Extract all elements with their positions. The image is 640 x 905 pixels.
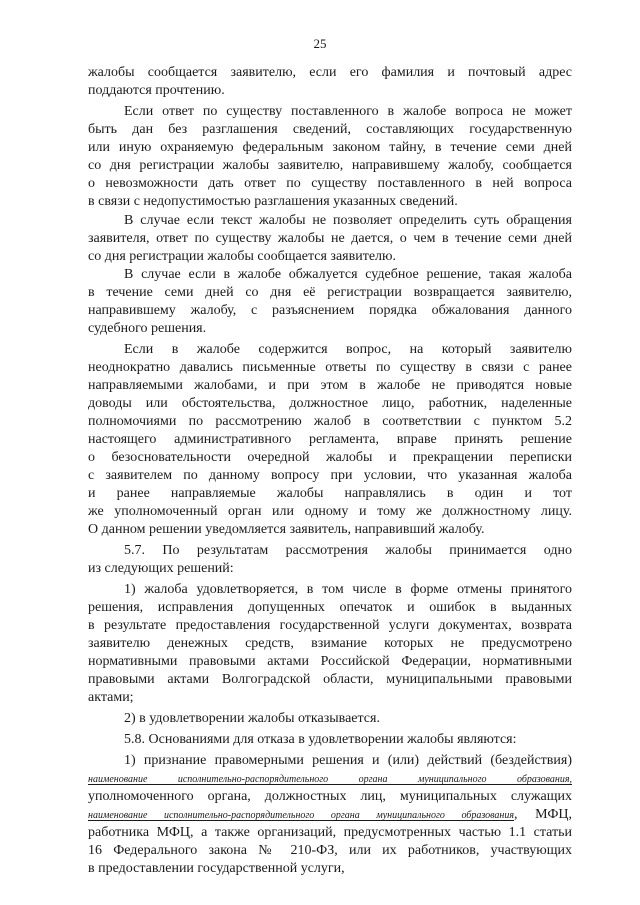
text-line xyxy=(88,806,572,824)
text-line: в связи с недопустимостью разглашения указанных сведений. xyxy=(88,194,458,209)
text-line: со дня регистрации жалобы сообщается заявителю. xyxy=(88,249,396,264)
paragraph-first-line: В случае если в жалобе обжалуется судебное решение, такая жалоба xyxy=(124,267,572,282)
text-line: О данном решении уведомляется заявитель, направивший жалобу. xyxy=(88,522,485,537)
text-line: жалобы сообщается заявителю, если его фамилия и почтовый адрес xyxy=(88,65,572,80)
text-line: о безосновательности очередной жалобы и прекращении переписки xyxy=(88,450,572,465)
paragraph-first-line: Если ответ по существу поставленного в жалобе вопроса не может xyxy=(124,104,572,119)
placeholder-note: наименование исполнительно-распорядительного органа муниципального образования, xyxy=(88,774,572,785)
page-number: 25 xyxy=(313,36,327,51)
paragraph-first-line: В случае если текст жалобы не позволяет определить суть обращения xyxy=(124,213,572,228)
paragraph-first-line: 5.8. Основаниями для отказа в удовлетворении жалобы являются: xyxy=(124,732,517,747)
text-line: актами; xyxy=(88,690,134,705)
text-line: или иную охраняемую федеральным законом тайну, в течение семи дней xyxy=(88,140,572,155)
text-line: доводы или обстоятельства, должностное лицо, работник, наделенные xyxy=(88,396,572,411)
paragraph-first-line: Если в жалобе содержится вопрос, на который заявителю xyxy=(124,342,572,357)
text-line: направляемыми жалобами, и при этом в жалобе не приводятся новые xyxy=(88,378,572,393)
text-line: быть дан без разглашения сведений, составляющих государственную xyxy=(88,122,572,137)
text-line: из следующих решений: xyxy=(88,561,234,576)
text-line: настоящего административного регламента, вправе принять решение xyxy=(88,432,572,447)
text-line: нормативными правовыми актами Российской Федерации, нормативными xyxy=(88,654,572,669)
text-line: со дня регистрации жалобы заявителю, направившему жалобу, сообщается xyxy=(88,158,572,173)
text-line: 16 Федерального закона № 210-ФЗ, или их работников, участвующих xyxy=(88,843,572,858)
paragraph-first-line: 1) жалоба удовлетворяется, в том числе в форме отмены принятого xyxy=(124,582,572,597)
text-fragment: , МФЦ, xyxy=(514,807,573,822)
paragraph-first-line: 5.7. По результатам рассмотрения жалобы принимается одно xyxy=(124,543,572,558)
paragraph-first-line: 2) в удовлетворении жалобы отказывается. xyxy=(124,711,380,726)
text-line: поддаются прочтению. xyxy=(88,83,225,98)
text-line: в предоставлении государственной услуги, xyxy=(88,861,345,876)
text-line: правовыми актами Волгоградской области, муниципальными правовыми xyxy=(88,672,572,687)
text-line: неоднократно давались письменные ответы по существу в связи с ранее xyxy=(88,360,572,375)
text-line: судебного решения. xyxy=(88,321,207,336)
text-line: направившему жалобу, с разъяснением порядка обжалования данного xyxy=(88,303,572,318)
text-line xyxy=(88,770,572,788)
text-line: в результате предоставления государственной услуги документах, возврата xyxy=(88,618,572,633)
text-line: и ранее направляемые жалобы направлялись в один и тот xyxy=(88,486,572,501)
placeholder-note: наименование исполнительно-распорядительного органа муниципального образования xyxy=(88,810,514,821)
text-line: полномочиями по рассмотрению жалоб в соответствии с пунктом 5.2 xyxy=(88,414,572,429)
text-line: работника МФЦ, а также организаций, предусмотренных частью 1.1 статьи xyxy=(88,825,572,840)
text-line: уполномоченного органа, должностных лиц, муниципальных служащих xyxy=(88,789,572,804)
text-line: заявителя, ответ по существу жалобы не дается, о чем в течение семи дней xyxy=(88,231,572,246)
text-line: заявителю денежных средств, взимание которых не предусмотрено xyxy=(88,636,572,651)
text-line: с заявителем по данному вопросу при условии, что указанная жалоба xyxy=(88,468,572,483)
text-line: решения, исправления допущенных опечаток и ошибок в выданных xyxy=(88,600,572,615)
text-line: в течение семи дней со дня её регистрации возвращается заявителю, xyxy=(88,285,572,300)
paragraph-first-line: 1) признание правомерными решения и (или) действий (бездействия) xyxy=(124,753,572,768)
text-line: же уполномоченный орган или одному и тому же должностному лицу. xyxy=(88,504,572,519)
text-line: о невозможности дать ответ по существу поставленного в ней вопроса xyxy=(88,176,572,191)
